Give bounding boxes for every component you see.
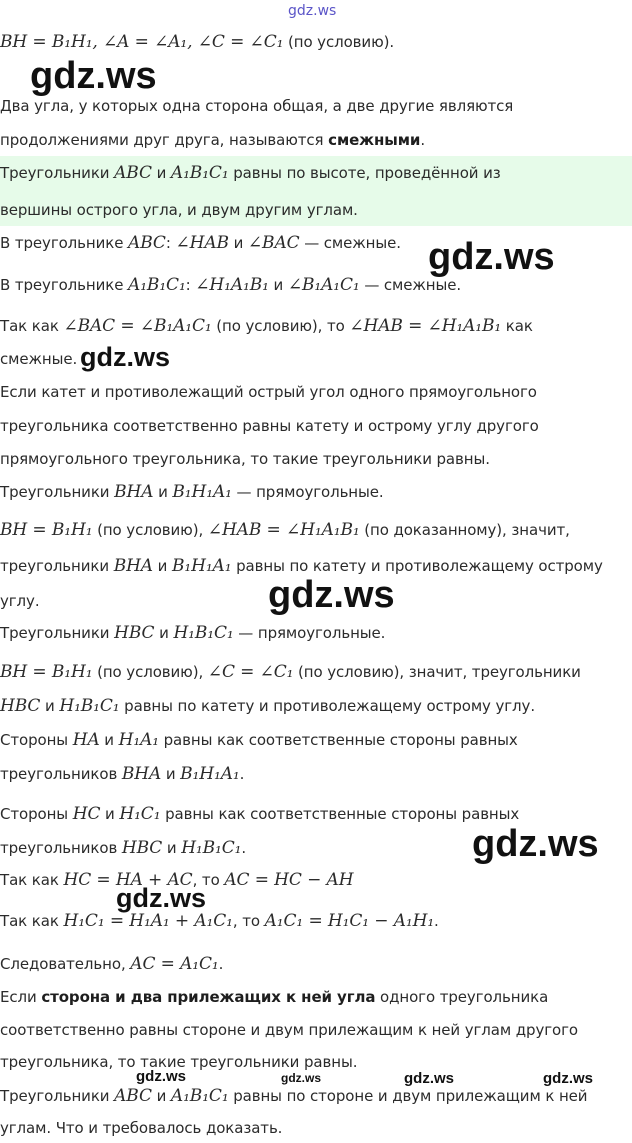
- text-line: [0, 275, 461, 295]
- text-segment: , то: [192, 871, 225, 889]
- text-line: [0, 764, 244, 784]
- text-segment: равны по высоте, проведённой из: [228, 164, 501, 182]
- watermark: gdz.ws: [136, 1068, 187, 1085]
- watermark: gdz.ws: [268, 574, 395, 616]
- text-line: [0, 556, 603, 576]
- math-expression: H₁C₁: [119, 804, 161, 824]
- watermark: gdz.ws: [30, 55, 157, 97]
- math-expression: BH = B₁H₁, ∠A = ∠A₁, ∠C = ∠C₁: [0, 32, 284, 52]
- text-segment: углам. Что и требовалось доказать.: [0, 1119, 283, 1137]
- text-line: [0, 804, 519, 824]
- text-line: [0, 520, 570, 540]
- text-segment: — смежные.: [299, 234, 401, 252]
- watermark: gdz.ws: [428, 236, 555, 278]
- math-expression: HBC: [114, 623, 155, 643]
- text-line: [0, 163, 501, 183]
- text-segment: треугольники: [0, 557, 114, 575]
- math-expression: HC: [72, 804, 101, 824]
- text-segment: Если катет и противолежащий острый угол одного прямоугольного: [0, 383, 537, 401]
- math-expression: HC = HA + AC: [63, 870, 193, 890]
- text-line: [0, 623, 385, 643]
- text-segment: В треугольнике: [0, 276, 129, 294]
- text-line: [0, 449, 490, 469]
- text-segment: В треугольнике: [0, 234, 129, 252]
- math-expression: BHA: [113, 556, 153, 576]
- math-expression: B₁H₁A₁: [172, 482, 232, 502]
- math-expression: HBC: [121, 838, 163, 858]
- text-segment: и: [151, 164, 171, 182]
- text-line: [0, 96, 513, 116]
- math-expression: ∠H₁A₁B₁: [195, 275, 269, 295]
- text-segment: продолжениями друг друга, называются: [0, 131, 329, 149]
- text-segment: Два угла, у которых одна сторона общая, а две другие являются: [0, 97, 514, 115]
- math-expression: ∠BAC: [247, 233, 300, 253]
- math-expression: A₁B₁C₁: [170, 163, 229, 183]
- text-line: [0, 591, 40, 611]
- math-expression: ∠B₁A₁C₁: [287, 275, 360, 295]
- text-segment: углу.: [0, 592, 40, 610]
- text-segment: Так как: [0, 871, 64, 889]
- text-segment: .: [218, 955, 224, 973]
- text-segment: треугольников: [0, 765, 122, 783]
- math-expression: BHA: [114, 482, 154, 502]
- text-segment: (по доказанному), значит,: [359, 521, 570, 539]
- text-segment: — смежные.: [359, 276, 462, 294]
- math-expression: H₁C₁ = H₁A₁ + A₁C₁: [63, 911, 233, 931]
- text-segment: .: [239, 765, 245, 783]
- text-segment: как: [501, 317, 533, 335]
- math-expression: ABC: [128, 233, 166, 253]
- text-segment: — прямоугольные.: [233, 624, 386, 642]
- text-segment: и: [100, 805, 120, 823]
- text-segment: :: [185, 276, 196, 294]
- text-segment: и: [152, 557, 172, 575]
- watermark: gdz.ws: [543, 1070, 594, 1087]
- text-line: [0, 954, 223, 974]
- watermark: gdz.ws: [404, 1070, 455, 1087]
- math-expression: A₁B₁C₁: [128, 275, 186, 295]
- text-line: [0, 416, 539, 436]
- site-header-link[interactable]: gdz.ws: [288, 3, 337, 19]
- text-segment: равны как соответственные стороны равных: [158, 731, 518, 749]
- text-line: [0, 316, 533, 336]
- text-line: [0, 1086, 587, 1106]
- math-expression: ∠C = ∠C₁: [207, 662, 294, 682]
- text-segment: треугольника, то такие треугольники равны.: [0, 1053, 358, 1071]
- text-segment: и: [99, 731, 119, 749]
- math-expression: B₁H₁A₁: [180, 764, 240, 784]
- text-segment: Так как: [0, 317, 64, 335]
- text-line: [0, 1118, 282, 1138]
- text-line: [0, 987, 548, 1007]
- math-expression: BH = B₁H₁: [0, 662, 93, 682]
- math-expression: H₁B₁C₁: [181, 838, 242, 858]
- text-segment: равны по стороне и двум прилежащим к ней: [228, 1087, 588, 1105]
- text-line: [0, 696, 535, 716]
- text-segment: , то: [232, 912, 265, 930]
- text-segment: равны как соответственные стороны равных: [160, 805, 520, 823]
- text-segment: и: [154, 624, 174, 642]
- text-segment: и: [151, 1087, 171, 1105]
- math-expression: AC = HC − AH: [224, 870, 354, 890]
- text-segment: Стороны: [0, 805, 73, 823]
- text-line: [0, 730, 518, 750]
- text-segment: одного треугольника: [375, 988, 549, 1006]
- text-line: [0, 130, 425, 150]
- text-segment: Треугольники: [0, 1087, 115, 1105]
- text-segment: (по условию).: [283, 33, 395, 51]
- bold-term: сторона и два прилежащих к ней угла: [41, 988, 376, 1006]
- math-expression: AC = A₁C₁: [130, 954, 219, 974]
- text-segment: и: [162, 839, 182, 857]
- text-segment: (по условию), то: [211, 317, 350, 335]
- text-segment: равны по катету и противолежащему острому углу.: [119, 697, 535, 715]
- text-segment: и: [268, 276, 288, 294]
- text-segment: Треугольники: [0, 483, 115, 501]
- math-expression: HA: [72, 730, 100, 750]
- text-segment: — прямоугольные.: [231, 483, 384, 501]
- text-segment: и: [161, 765, 181, 783]
- bold-term: смежными: [328, 131, 421, 149]
- text-line: [0, 1020, 578, 1040]
- text-line: [0, 349, 77, 369]
- text-segment: треугольника соответственно равны катету и острому углу другого: [0, 417, 539, 435]
- text-line: [0, 911, 439, 931]
- text-line: [0, 32, 394, 52]
- text-segment: .: [434, 912, 439, 930]
- text-line: [0, 662, 581, 682]
- watermark: gdz.ws: [80, 342, 171, 372]
- text-segment: и: [228, 234, 248, 252]
- text-segment: Стороны: [0, 731, 73, 749]
- text-segment: смежные.: [0, 350, 78, 368]
- text-line: [0, 233, 401, 253]
- text-segment: (по условию),: [92, 521, 208, 539]
- math-expression: H₁B₁C₁: [173, 623, 234, 643]
- text-segment: (по условию),: [92, 663, 208, 681]
- watermark: gdz.ws: [116, 883, 207, 913]
- text-segment: треугольников: [0, 839, 122, 857]
- text-line: [0, 482, 384, 502]
- text-segment: .: [241, 839, 247, 857]
- math-expression: BH = B₁H₁: [0, 520, 93, 540]
- math-expression: H₁B₁C₁: [59, 696, 120, 716]
- math-expression: ∠HAB: [175, 233, 229, 253]
- text-segment: равны по катету и противолежащему острому: [231, 557, 603, 575]
- math-expression: A₁C₁ = H₁C₁ − A₁H₁: [264, 911, 435, 931]
- text-line: [0, 200, 358, 220]
- math-expression: BHA: [121, 764, 162, 784]
- text-segment: (по условию), значит, треугольники: [293, 663, 581, 681]
- text-segment: Треугольники: [0, 624, 115, 642]
- text-segment: и: [153, 483, 173, 501]
- math-expression: HBC: [0, 696, 41, 716]
- math-expression: ∠HAB = ∠H₁A₁B₁: [349, 316, 502, 336]
- text-segment: прямоугольного треугольника, то такие треугольники равны.: [0, 450, 490, 468]
- text-segment: Если: [0, 988, 42, 1006]
- text-segment: Треугольники: [0, 164, 115, 182]
- math-expression: A₁B₁C₁: [170, 1086, 229, 1106]
- math-expression: B₁H₁A₁: [171, 556, 232, 576]
- text-segment: :: [165, 234, 176, 252]
- text-segment: вершины острого угла, и двум другим углам.: [0, 201, 358, 219]
- text-segment: .: [420, 131, 425, 149]
- math-expression: ABC: [114, 163, 152, 183]
- text-line: [0, 382, 537, 402]
- text-segment: Так как: [0, 912, 64, 930]
- math-expression: ∠BAC = ∠B₁A₁C₁: [63, 316, 212, 336]
- math-expression: H₁A₁: [118, 730, 159, 750]
- watermark: gdz.ws: [472, 823, 599, 865]
- text-segment: Следовательно,: [0, 955, 131, 973]
- math-expression: ∠HAB = ∠H₁A₁B₁: [207, 520, 360, 540]
- text-segment: соответственно равны стороне и двум прилежащим к ней углам другого: [0, 1021, 578, 1039]
- math-expression: ABC: [114, 1086, 152, 1106]
- text-segment: и: [40, 697, 60, 715]
- text-line: [0, 838, 246, 858]
- watermark: gdz.ws: [281, 1071, 322, 1085]
